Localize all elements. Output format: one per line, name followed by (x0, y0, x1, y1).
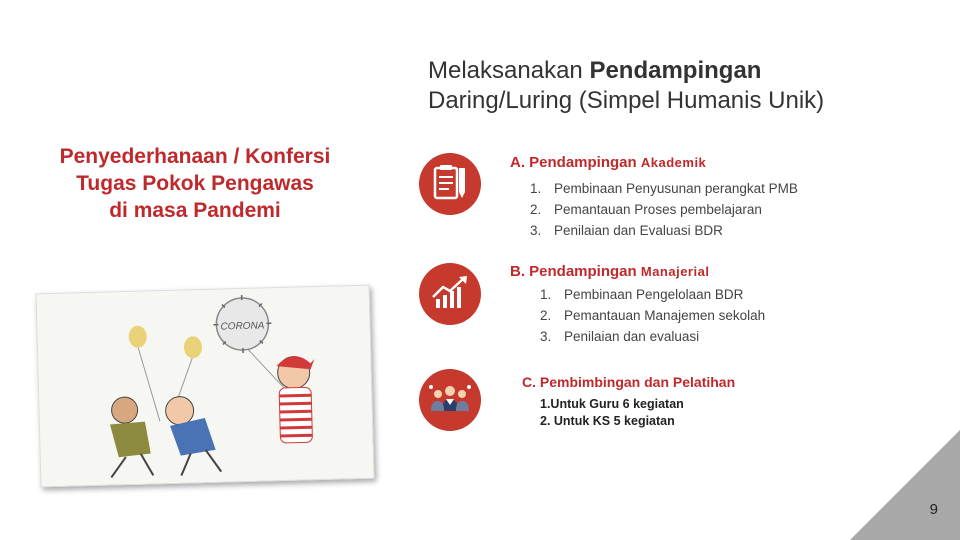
illustration-drawing (37, 286, 374, 487)
list-item: 1. Pembinaan Penyusunan perangkat PMB (530, 181, 798, 196)
list-item: 3. Penilaian dan evaluasi (540, 329, 700, 344)
list-item: 1. Pembinaan Pengelolaan BDR (540, 287, 744, 302)
section-a-title (510, 154, 706, 171)
section-b-icon-circle (419, 263, 481, 325)
left-heading-line3: di masa Pandemi (109, 199, 281, 222)
title-bold: Pendampingan (589, 57, 762, 84)
page-number: 9 (929, 501, 938, 518)
list-item: 2. Untuk KS 5 kegiatan (540, 414, 675, 428)
section-b-title-small: Manajerial (640, 264, 710, 279)
list-item: 3. Penilaian dan Evaluasi BDR (530, 223, 723, 238)
section-c-title: C. Pembimbingan dan Pelatihan (522, 374, 736, 390)
title-prefix: Melaksanakan (428, 57, 590, 84)
kids-balloon-illustration (36, 285, 375, 488)
section-b-title (510, 263, 709, 280)
section-c-list (540, 396, 684, 430)
section-b-list (540, 284, 765, 347)
list-item: 2. Pemantauan Proses pembelajaran (530, 202, 762, 217)
section-a-title-main: A. Pendampingan (510, 154, 641, 171)
clipboard-icon (419, 153, 481, 215)
growth-chart-icon (419, 263, 481, 325)
title-line2: Daring/Luring (Simpel Humanis Unik) (428, 87, 825, 114)
section-a-title-small: Akademik (640, 155, 707, 170)
team-icon (419, 369, 481, 431)
list-item: 2. Pemantauan Manajemen sekolah (540, 308, 766, 323)
list-item: 1.Untuk Guru 6 kegiatan (540, 397, 684, 411)
slide-title (428, 56, 824, 116)
section-a-icon-circle (419, 153, 481, 215)
balloon-label: CORONA (220, 320, 265, 333)
left-heading-line1: Penyederhanaan / Konfersi (59, 145, 331, 168)
section-a-list (530, 178, 798, 241)
left-heading (30, 143, 360, 224)
section-b-title-main: B. Pendampingan (510, 263, 641, 280)
corner-decoration (850, 430, 960, 540)
section-c-icon-circle (419, 369, 481, 431)
left-heading-line2: Tugas Pokok Pengawas (76, 172, 314, 195)
